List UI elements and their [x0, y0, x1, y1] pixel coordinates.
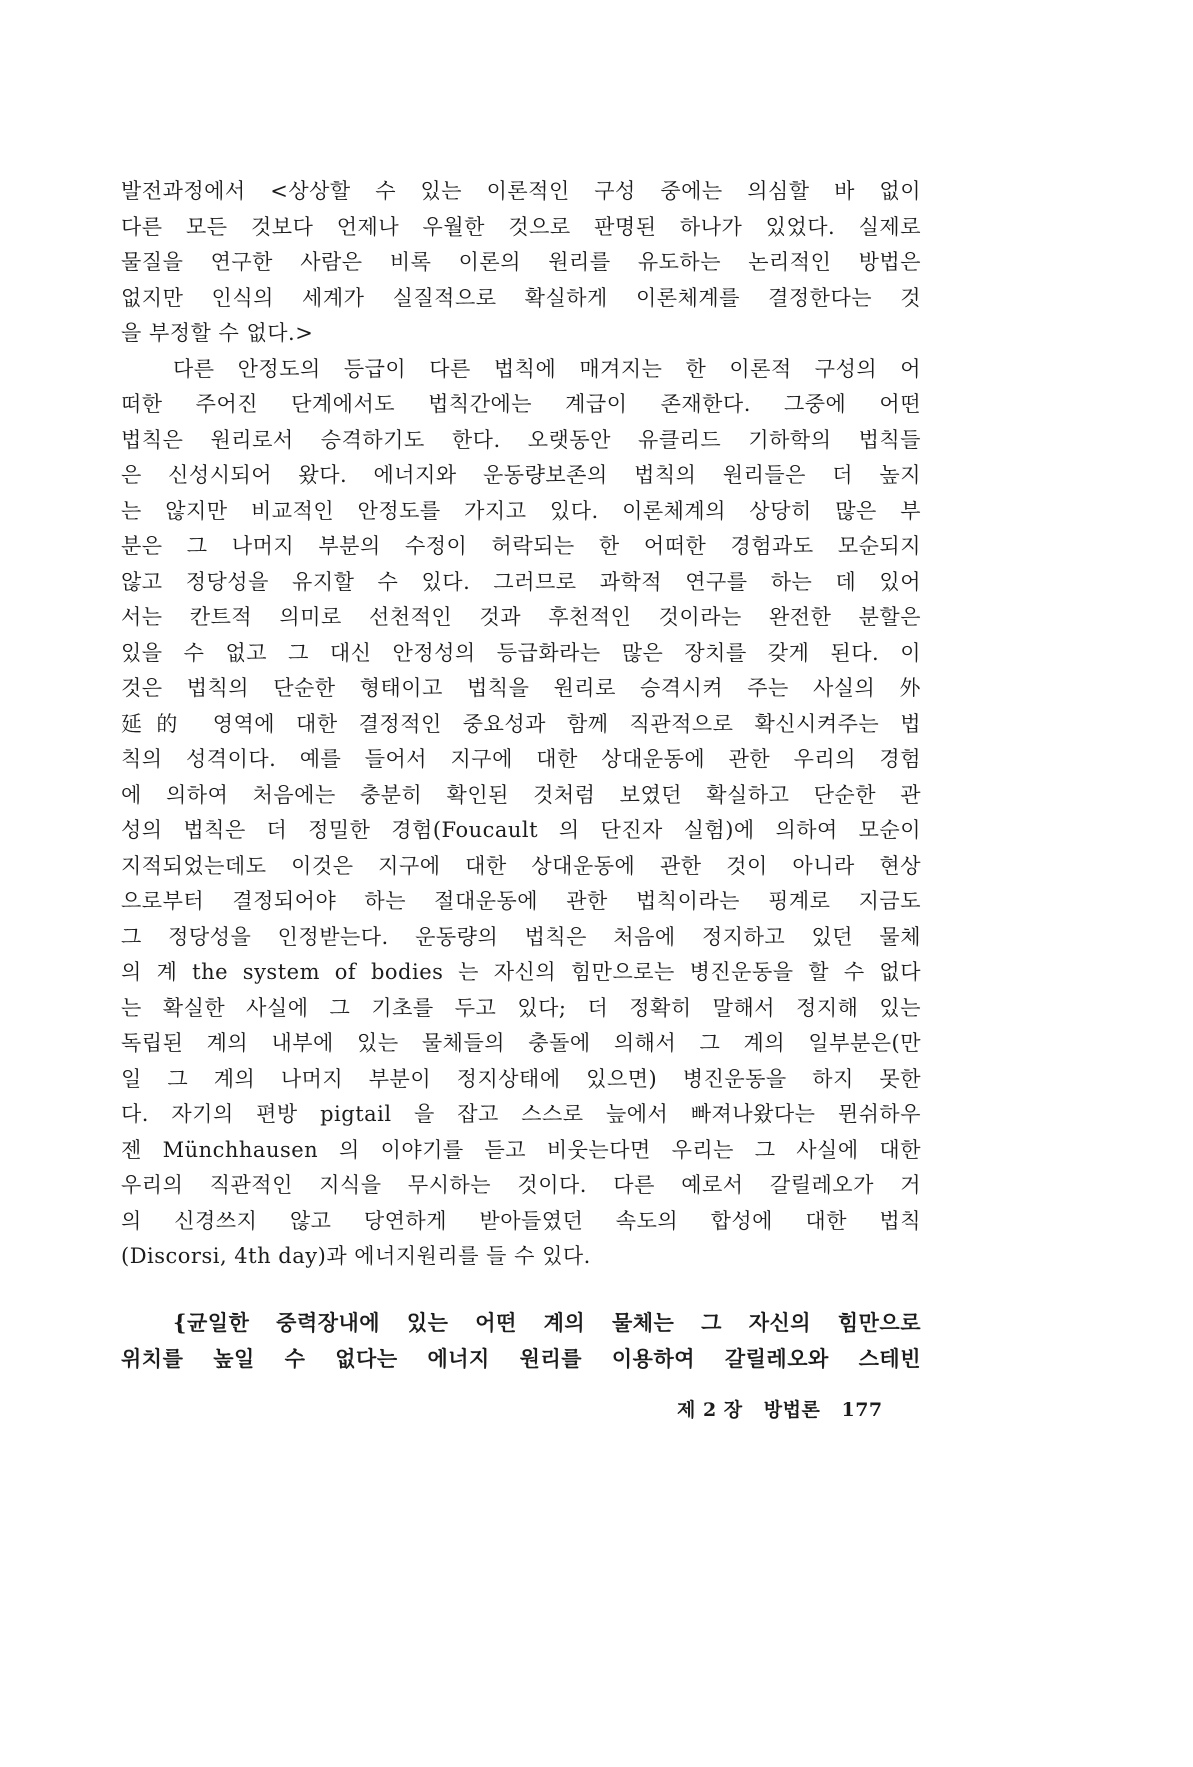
page-number: 177 — [841, 1399, 883, 1421]
text-line: 법칙은 원리로서 승격하기도 한다. 오랫동안 유클리드 기하학의 법칙들 — [121, 427, 921, 452]
text-line: 일 그 계의 나머지 부분이 정지상태에 있으면) 병진운동을 하지 못한 — [121, 1066, 921, 1091]
text-line: 다. 자기의 편방 pigtail 을 잡고 스스로 늪에서 빠져나왔다는 뮌쉬하우 — [121, 1102, 921, 1126]
text-line: 발전과정에서 <상상할 수 있는 이론적인 구성 중에는 의심할 바 없이 — [121, 179, 921, 203]
text-line: 으로부터 결정되어야 하는 절대운동에 관한 법칙이라는 핑계로 지금도 — [121, 889, 921, 913]
text-line: 독립된 계의 내부에 있는 물체들의 충돌에 의해서 그 계의 일부분은(만 — [121, 1031, 921, 1055]
text-line: 延的 영역에 대한 결정적인 중요성과 함께 직관적으로 확신시켜주는 법 — [121, 711, 921, 736]
text-line: 분은 그 나머지 부분의 수정이 허락되는 한 어떠한 경험과도 모순되지 — [121, 534, 921, 558]
page-footer — [677, 1395, 883, 1422]
text-line: 성의 법칙은 더 정밀한 경험(Foucault 의 단진자 실험)에 의하여 모순이 — [121, 818, 921, 842]
text-line: (Discorsi, 4th day)과 에너지원리를 들 수 있다. — [121, 1244, 591, 1268]
text-line: 물질을 연구한 사람은 비록 이론의 원리를 유도하는 논리적인 방법은 — [121, 250, 921, 274]
text-line: 는 않지만 비교적인 안정도를 가지고 있다. 이론체계의 상당히 많은 부 — [121, 498, 921, 523]
text-line: 않고 정당성을 유지할 수 있다. 그러므로 과학적 연구를 하는 데 있어 — [121, 569, 921, 594]
main-paragraphs — [121, 174, 921, 1275]
text-line: {균일한 중력장내에 있는 어떤 계의 물체는 그 자신의 힘만으로 — [173, 1310, 921, 1335]
quote-paragraph — [121, 1305, 921, 1376]
text-line: 은 신성시되어 왔다. 에너지와 운동량보존의 법칙의 원리들은 더 높지 — [121, 463, 921, 487]
text-line: 을 부정할 수 없다.> — [121, 321, 314, 345]
text-line: 칙의 성격이다. 예를 들어서 지구에 대한 상대운동에 관한 우리의 경험 — [121, 747, 921, 771]
text-line: 없지만 인식의 세계가 실질적으로 확실하게 이론체계를 결정한다는 것 — [121, 285, 921, 310]
text-line: 젠 Münchhausen 의 이야기를 듣고 비웃는다면 우리는 그 사실에 대한 — [121, 1137, 921, 1162]
text-line: 떠한 주어진 단계에서도 법칙간에는 계급이 존재한다. 그중에 어떤 — [121, 392, 921, 416]
text-line: 것은 법칙의 단순한 형태이고 법칙을 원리로 승격시켜 주는 사실의 外 — [121, 676, 921, 700]
text-line: 그 정당성을 인정받는다. 운동량의 법칙은 처음에 정지하고 있던 물체 — [121, 924, 921, 949]
text-line: 의 계 the system of bodies 는 자신의 힘만으로는 병진운동을 할 수 없다 — [121, 960, 921, 984]
text-line: 다른 모든 것보다 언제나 우월한 것으로 판명된 하나가 있었다. 실제로 — [121, 214, 921, 239]
text-line: 의 신경쓰지 않고 당연하게 받아들였던 속도의 합성에 대한 법칙 — [121, 1208, 921, 1233]
section-title: 방법론 — [763, 1399, 821, 1421]
text-line: 지적되었는데도 이것은 지구에 대한 상대운동에 관한 것이 아니라 현상 — [121, 853, 921, 878]
text-line: 있을 수 없고 그 대신 안정성의 등급화라는 많은 장치를 갖게 된다. 이 — [121, 640, 921, 665]
text-line: 는 확실한 사실에 그 기초를 두고 있다; 더 정확히 말해서 정지해 있는 — [121, 995, 921, 1020]
chapter-label: 제 2 장 — [677, 1399, 743, 1421]
text-line: 서는 칸트적 의미로 선천적인 것과 후천적인 것이라는 완전한 분할은 — [121, 605, 921, 629]
text-line: 우리의 직관적인 지식을 무시하는 것이다. 다른 예로서 갈릴레오가 거 — [121, 1173, 921, 1197]
text-line: 위치를 높일 수 없다는 에너지 원리를 이용하여 갈릴레오와 스테빈 — [121, 1345, 921, 1371]
text-line: 다른 안정도의 등급이 다른 법칙에 매겨지는 한 이론적 구성의 어 — [173, 356, 921, 381]
text-line: 에 의하여 처음에는 충분히 확인된 것처럼 보였던 확실하고 단순한 관 — [121, 782, 921, 807]
